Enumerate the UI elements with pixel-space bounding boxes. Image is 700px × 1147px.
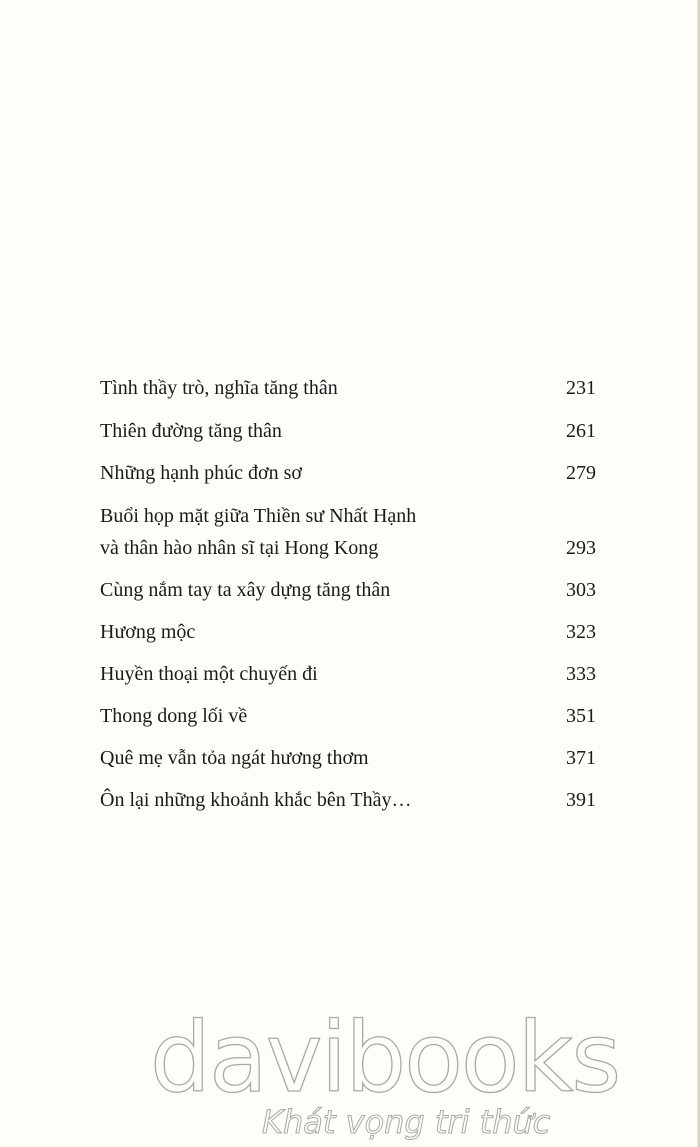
toc-entry — [100, 658, 598, 690]
toc-entry-title-line: Ôn lại những khoảnh khắc bên Thầy… — [100, 789, 412, 811]
toc-entry-page: 371 — [566, 747, 596, 769]
toc-entry-title — [100, 415, 598, 447]
toc-entry-title-line: Cùng nắm tay ta xây dựng tăng thân — [100, 579, 391, 601]
watermark-logo — [150, 1002, 620, 1145]
toc-entry — [100, 700, 598, 732]
toc-entry-page: 333 — [566, 663, 596, 685]
toc-entry — [100, 415, 598, 447]
watermark-brand: davibooks — [150, 1002, 620, 1114]
toc-entry-title-line: Buổi họp mặt giữa Thiền sư Nhất Hạnh — [100, 505, 417, 527]
toc-entry-title — [100, 658, 598, 690]
watermark-tagline: Khát vọng tri thức — [262, 1103, 551, 1141]
toc-entry-title — [100, 700, 598, 732]
table-of-contents — [100, 372, 598, 816]
toc-entry-title-line: Huyền thoại một chuyến đi — [100, 663, 318, 685]
toc-entry-title — [100, 742, 598, 774]
toc-entry-title-line: Tình thầy trò, nghĩa tăng thân — [100, 377, 338, 399]
toc-entry-title-line: và thân hào nhân sĩ tại Hong Kong — [100, 537, 379, 559]
toc-entry-title — [100, 457, 598, 489]
toc-entry-page: 279 — [566, 462, 596, 484]
toc-entry-page: 323 — [566, 621, 596, 643]
toc-entry-page: 303 — [566, 579, 596, 601]
toc-entry-title-line: Thong dong lối về — [100, 705, 248, 727]
toc-entry-page: 293 — [566, 537, 596, 559]
toc-entry — [100, 457, 598, 489]
toc-entry-page: 261 — [566, 420, 596, 442]
toc-entry-title — [100, 574, 598, 606]
toc-entry-title — [100, 784, 598, 816]
toc-entry — [100, 742, 598, 774]
toc-entry — [100, 616, 598, 648]
toc-entry-title — [100, 616, 598, 648]
toc-entry-title-line: Những hạnh phúc đơn sơ — [100, 462, 302, 484]
toc-entry-title — [100, 500, 598, 564]
toc-entry — [100, 500, 598, 564]
toc-entry-page: 351 — [566, 705, 596, 727]
toc-entry-title-line: Hương mộc — [100, 621, 196, 643]
toc-entry-page: 231 — [566, 377, 596, 399]
toc-entry-title-line: Quê mẹ vẫn tỏa ngát hương thơm — [100, 747, 369, 769]
toc-entry-title — [100, 372, 598, 404]
toc-entry — [100, 372, 598, 404]
toc-entry — [100, 784, 598, 816]
toc-entry-title-line: Thiên đường tăng thân — [100, 420, 282, 442]
toc-entry-page: 391 — [566, 789, 596, 811]
toc-entry — [100, 574, 598, 606]
